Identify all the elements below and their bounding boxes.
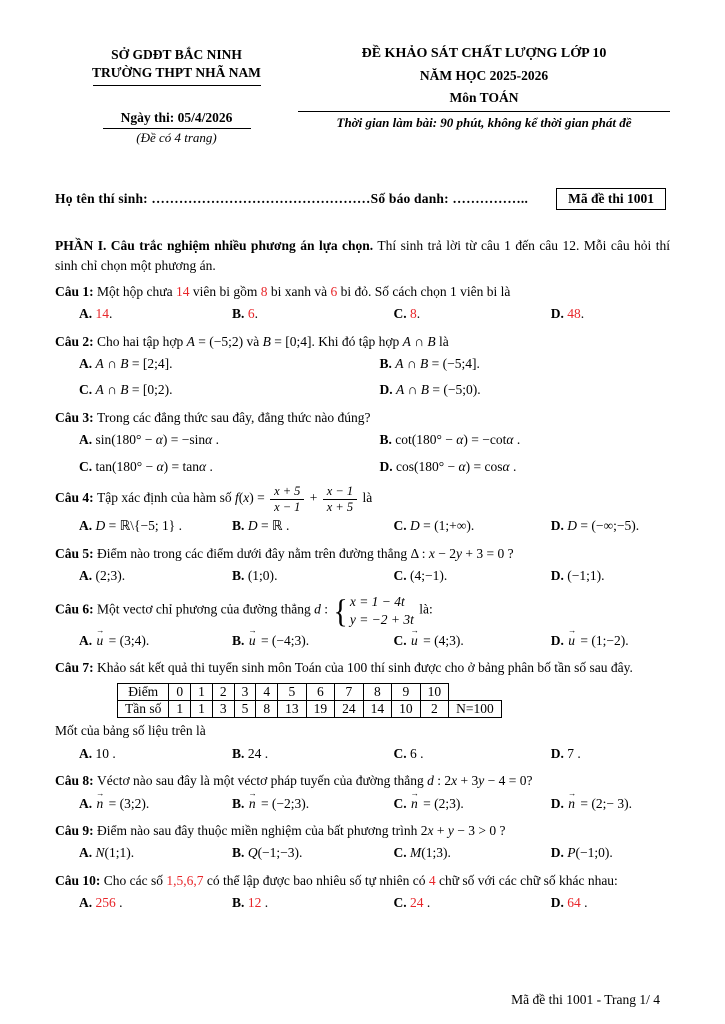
student-id-label: Số báo danh <box>370 191 445 207</box>
department-name: SỞ GDĐT BẮC NINH <box>111 47 242 62</box>
question-6 <box>55 593 670 651</box>
option-letter: D. <box>550 845 568 861</box>
question-label: Câu 8: <box>55 773 98 789</box>
option-c: C. → u = (4;3). <box>394 630 541 652</box>
table-cell: 13 <box>278 701 307 718</box>
option-a: A. D = ℝ\{−5; 1} . <box>79 518 183 534</box>
table-cell: 8 <box>256 701 278 718</box>
student-fields <box>55 191 556 207</box>
option-letter: A. <box>79 306 96 321</box>
question-followup: Mốt của bảng số liệu trên là <box>55 723 206 739</box>
question-label: Câu 5: <box>55 545 98 561</box>
option-a: A. (2;3). <box>79 567 126 583</box>
question-1 <box>55 282 670 325</box>
question-stem: Câu 4: Tập xác định của hàm số f(x) = $\frac{x + 5}{x - 1}$ + $\frac{x - 1}{x + 5}$ là <box>55 484 373 514</box>
option-letter: A. <box>79 355 96 371</box>
question-9 <box>55 821 670 864</box>
option-a: A. N(1;1). <box>79 845 135 861</box>
vector-arrow-icon: → <box>567 789 577 799</box>
options <box>55 353 670 401</box>
brace-glyph: { <box>333 592 348 630</box>
option-letter: B. <box>379 355 396 371</box>
table-cell: Tần số <box>118 701 169 718</box>
vector-arrow-icon: → <box>248 789 257 799</box>
option-d: D. P(−1;0). <box>550 845 613 861</box>
question-2 <box>55 332 670 401</box>
options <box>55 789 670 815</box>
table-row <box>118 684 502 701</box>
option-letter: B. <box>232 306 248 321</box>
question-label: Câu 2: <box>55 333 98 349</box>
vector-symbol: → u <box>96 626 105 648</box>
option-letter: D. <box>550 306 568 321</box>
option-letter: C. <box>393 845 411 861</box>
option-letter: C. <box>393 632 411 648</box>
table-cell: 5 <box>234 701 256 718</box>
question-stem: Câu 5: Điểm nào trong các điểm dưới đây nằm trên đường thẳng Δ : x − 2y + 3 = 0 ? <box>55 545 514 561</box>
vector-arrow-icon: → <box>410 789 420 799</box>
option-letter: D. <box>550 518 568 534</box>
table-cell: 2 <box>420 701 449 718</box>
option-a: A. → n = (3;2). <box>79 793 222 815</box>
option-d: D. 7 . <box>550 745 581 761</box>
table-cell: 1 <box>191 684 213 701</box>
option-a: A. 256 . <box>79 895 123 911</box>
option-b: B. → u = (−4;3). <box>232 630 383 652</box>
vector-symbol: → n <box>248 789 257 811</box>
questions <box>55 275 670 914</box>
option-a: A. → u = (3;4). <box>79 630 222 652</box>
option-letter: C. <box>393 745 411 761</box>
table-cell: 24 <box>335 701 364 718</box>
option-b: B. D = ℝ . <box>232 518 290 534</box>
school-year: NĂM HỌC 2025-2026 <box>419 68 549 83</box>
option-b: B. A ∩ B = (−5;4]. <box>379 355 480 371</box>
vector-arrow-icon: → <box>410 626 420 636</box>
options <box>55 626 670 652</box>
option-b: B. 12 . <box>232 895 269 911</box>
option-letter: B. <box>232 745 248 761</box>
question-stem: Câu 2: Cho hai tập hợp A = (−5;2) và B = [0;4]. Khi đó tập hợp A ∩ B là <box>55 333 449 349</box>
equation-system: { x = 1 − 4t y = −2 + 3t <box>333 592 414 630</box>
question-label: Câu 1: <box>55 283 98 299</box>
question-stem: Câu 8: Véctơ nào sau đây là một véctơ pháp tuyến của đường thẳng d : 2x + 3y − 4 = 0? <box>55 773 533 789</box>
header <box>55 46 670 146</box>
option-letter: D. <box>550 745 568 761</box>
table-cell: 8 <box>363 684 392 701</box>
option-c: C. 8. <box>393 306 421 321</box>
subject: Môn TOÁN <box>449 90 519 105</box>
question-label: Câu 3: <box>55 410 98 426</box>
header-right <box>298 46 670 146</box>
option-b: B. Q(−1;−3). <box>232 845 303 861</box>
exam-title: ĐỀ KHẢO SÁT CHẤT LƯỢNG LỚP 10 <box>361 46 607 61</box>
option-c: C. → n = (2;3). <box>394 793 541 815</box>
student-row <box>55 188 670 210</box>
frequency-table <box>117 683 502 718</box>
option-letter: C. <box>393 795 411 811</box>
table-row <box>118 701 502 718</box>
table-cell: N=100 <box>449 701 502 718</box>
question-stem: Câu 1: Một hộp chưa 14 viên bi gồm 8 bi xanh và 6 bi đỏ. Số cách chọn 1 viên bi là <box>55 283 511 299</box>
student-id-dots: : …………….. <box>444 191 529 207</box>
options <box>55 892 670 914</box>
table-cell: 14 <box>363 701 392 718</box>
option-b: B. → n = (−2;3). <box>232 793 383 815</box>
part1-heading <box>55 236 670 274</box>
option-letter: D. <box>550 895 568 911</box>
option-letter: A. <box>79 745 96 761</box>
question-label: Câu 10: <box>55 872 104 888</box>
option-letter: C. <box>79 382 96 398</box>
option-letter: D. <box>550 795 568 811</box>
option-letter: D. <box>550 632 568 648</box>
option-letter: A. <box>79 518 96 534</box>
table-cell: 9 <box>392 684 421 701</box>
vector-arrow-icon: → <box>248 626 257 636</box>
page-footer: Mã đề thi 1001 - Trang 1/ 4 <box>511 992 660 1007</box>
question-8 <box>55 771 670 814</box>
option-letter: C. <box>393 518 411 534</box>
option-d: D. → n = (2;− 3). <box>551 793 670 815</box>
option-d: D. → u = (1;−2). <box>551 630 670 652</box>
table-cell: 7 <box>335 684 364 701</box>
exam-date: Ngày thi: 05/4/2026 <box>120 110 233 126</box>
pages-note: (Đề có 4 trang) <box>136 130 217 146</box>
option-letter: C. <box>79 458 96 474</box>
part1-instructions: Thí sinh trả lời từ câu 1 đến câu 12. Mỗi câu hỏi thí sinh chỉ chọn một phương án. <box>55 238 671 273</box>
question-label: Câu 4: <box>55 490 98 506</box>
option-letter: A. <box>79 795 96 811</box>
option-d: D. 64 . <box>550 895 588 911</box>
table-cell: 4 <box>256 684 278 701</box>
options <box>55 429 670 477</box>
table-cell: 1 <box>191 701 213 718</box>
question-stem: Câu 10: Cho các số 1,5,6,7 có thể lập được bao nhiêu số tự nhiên có 4 chữ số với các chữ số khác nhau: <box>55 872 618 888</box>
option-c: C. 24 . <box>393 895 431 911</box>
option-c: C. (4;−1). <box>393 567 448 583</box>
vector-arrow-icon: → <box>96 789 105 799</box>
vector-symbol: → u <box>567 626 577 648</box>
question-label: Câu 6: <box>55 602 98 618</box>
vector-symbol: → u <box>410 626 420 648</box>
option-letter: B. <box>232 895 248 911</box>
option-d: D. (−1;1). <box>550 567 605 583</box>
option-letter: B. <box>232 518 248 534</box>
option-d: D. D = (−∞;−5). <box>550 518 640 534</box>
option-d: D. 48. <box>550 306 585 321</box>
option-letter: B. <box>379 432 396 448</box>
question-stem: Câu 9: Điểm nào sau đây thuộc miền nghiệm của bất phương trình 2x + y − 3 > 0 ? <box>55 823 506 839</box>
option-letter: C. <box>393 306 411 321</box>
option-b: B. 6. <box>232 306 258 321</box>
question-5 <box>55 544 670 587</box>
option-c: C. A ∩ B = [0;2). <box>79 382 173 398</box>
student-name-dots: : ………………………………………… <box>143 191 371 207</box>
option-letter: A. <box>79 432 96 448</box>
option-letter: D. <box>379 458 396 474</box>
table-cell: 6 <box>306 684 335 701</box>
question-label: Câu 9: <box>55 823 98 839</box>
question-7 <box>55 658 670 764</box>
table-cell: 5 <box>278 684 307 701</box>
option-letter: B. <box>232 632 248 648</box>
options <box>55 565 670 587</box>
question-stem: Câu 3: Trong các đẳng thức sau đây, đẳng thức nào đúng? <box>55 410 371 426</box>
school-name: TRƯỜNG THPT NHÃ NAM <box>92 65 261 81</box>
question-stem: Câu 7: Khảo sát kết quả thi tuyển sinh môn Toán của 100 thí sinh được cho ở bảng phân bố tần số sau đây. <box>55 660 633 676</box>
question-4 <box>55 484 670 536</box>
option-letter: C. <box>393 895 411 911</box>
option-d: D. A ∩ B = (−5;0). <box>379 382 481 398</box>
option-d: D. cos(180° − α) = cosα . <box>379 458 517 474</box>
vector-arrow-icon: → <box>96 626 105 636</box>
option-c: C. tan(180° − α) = tanα . <box>79 458 213 474</box>
table-cell: 1 <box>169 701 191 718</box>
table-cell: 2 <box>212 684 234 701</box>
table-cell: Điểm <box>118 684 169 701</box>
table-cell: 19 <box>306 701 335 718</box>
table-cell: 3 <box>234 684 256 701</box>
option-letter: A. <box>79 845 96 861</box>
option-c: C. M(1;3). <box>393 845 451 861</box>
option-c: C. D = (1;+∞). <box>393 518 475 534</box>
option-letter: B. <box>232 567 248 583</box>
vector-arrow-icon: → <box>567 626 577 636</box>
option-a: A. 10 . <box>79 745 116 761</box>
table-cell: 10 <box>392 701 421 718</box>
fraction: $\frac{x - 1}{x + 5}$ <box>323 484 357 514</box>
question-10 <box>55 871 670 914</box>
vector-symbol: → u <box>248 626 257 648</box>
question-3 <box>55 408 670 477</box>
options <box>55 842 670 864</box>
option-letter: D. <box>550 567 568 583</box>
option-b: B. cot(180° − α) = −cotα . <box>379 432 521 448</box>
exam-code-box: Mã đề thi 1001 <box>556 188 666 210</box>
table-cell: 3 <box>212 701 234 718</box>
vector-symbol: → n <box>96 789 105 811</box>
table-cell: 10 <box>420 684 449 701</box>
question-stem: Câu 6: Một vectơ chỉ phương của đường thẳng d : { x = 1 − 4t y = −2 + 3t là: <box>55 592 433 630</box>
divider-line <box>103 128 251 129</box>
vector-symbol: → n <box>410 789 420 811</box>
options <box>55 515 670 537</box>
fraction: $\frac{x + 5}{x - 1}$ <box>270 484 304 514</box>
divider-line <box>93 85 261 86</box>
option-a: A. sin(180° − α) = −sinα . <box>79 432 219 448</box>
option-b: B. (1;0). <box>232 567 278 583</box>
option-letter: A. <box>79 567 96 583</box>
exam-duration: Thời gian làm bài: 90 phút, không kể thời gian phát đề <box>336 115 632 130</box>
option-letter: B. <box>232 845 248 861</box>
header-left <box>55 46 298 146</box>
vector-symbol: → n <box>567 789 577 811</box>
student-name-label: Họ tên thí sinh <box>55 191 144 207</box>
option-a: A. A ∩ B = [2;4]. <box>79 355 173 371</box>
option-letter: C. <box>393 567 411 583</box>
option-c: C. 6 . <box>393 745 424 761</box>
options <box>55 303 670 325</box>
option-letter: A. <box>79 895 96 911</box>
option-b: B. 24 . <box>232 745 269 761</box>
divider-line <box>298 111 670 112</box>
option-letter: B. <box>232 795 248 811</box>
option-letter: A. <box>79 632 96 648</box>
options <box>55 743 670 765</box>
part1-title: PHẦN I. Câu trắc nghiệm nhiều phương án lựa chọn. <box>55 238 374 254</box>
option-a: A. 14. <box>79 306 113 321</box>
question-label: Câu 7: <box>55 660 98 676</box>
option-letter: D. <box>379 382 396 398</box>
table-cell: 0 <box>169 684 191 701</box>
